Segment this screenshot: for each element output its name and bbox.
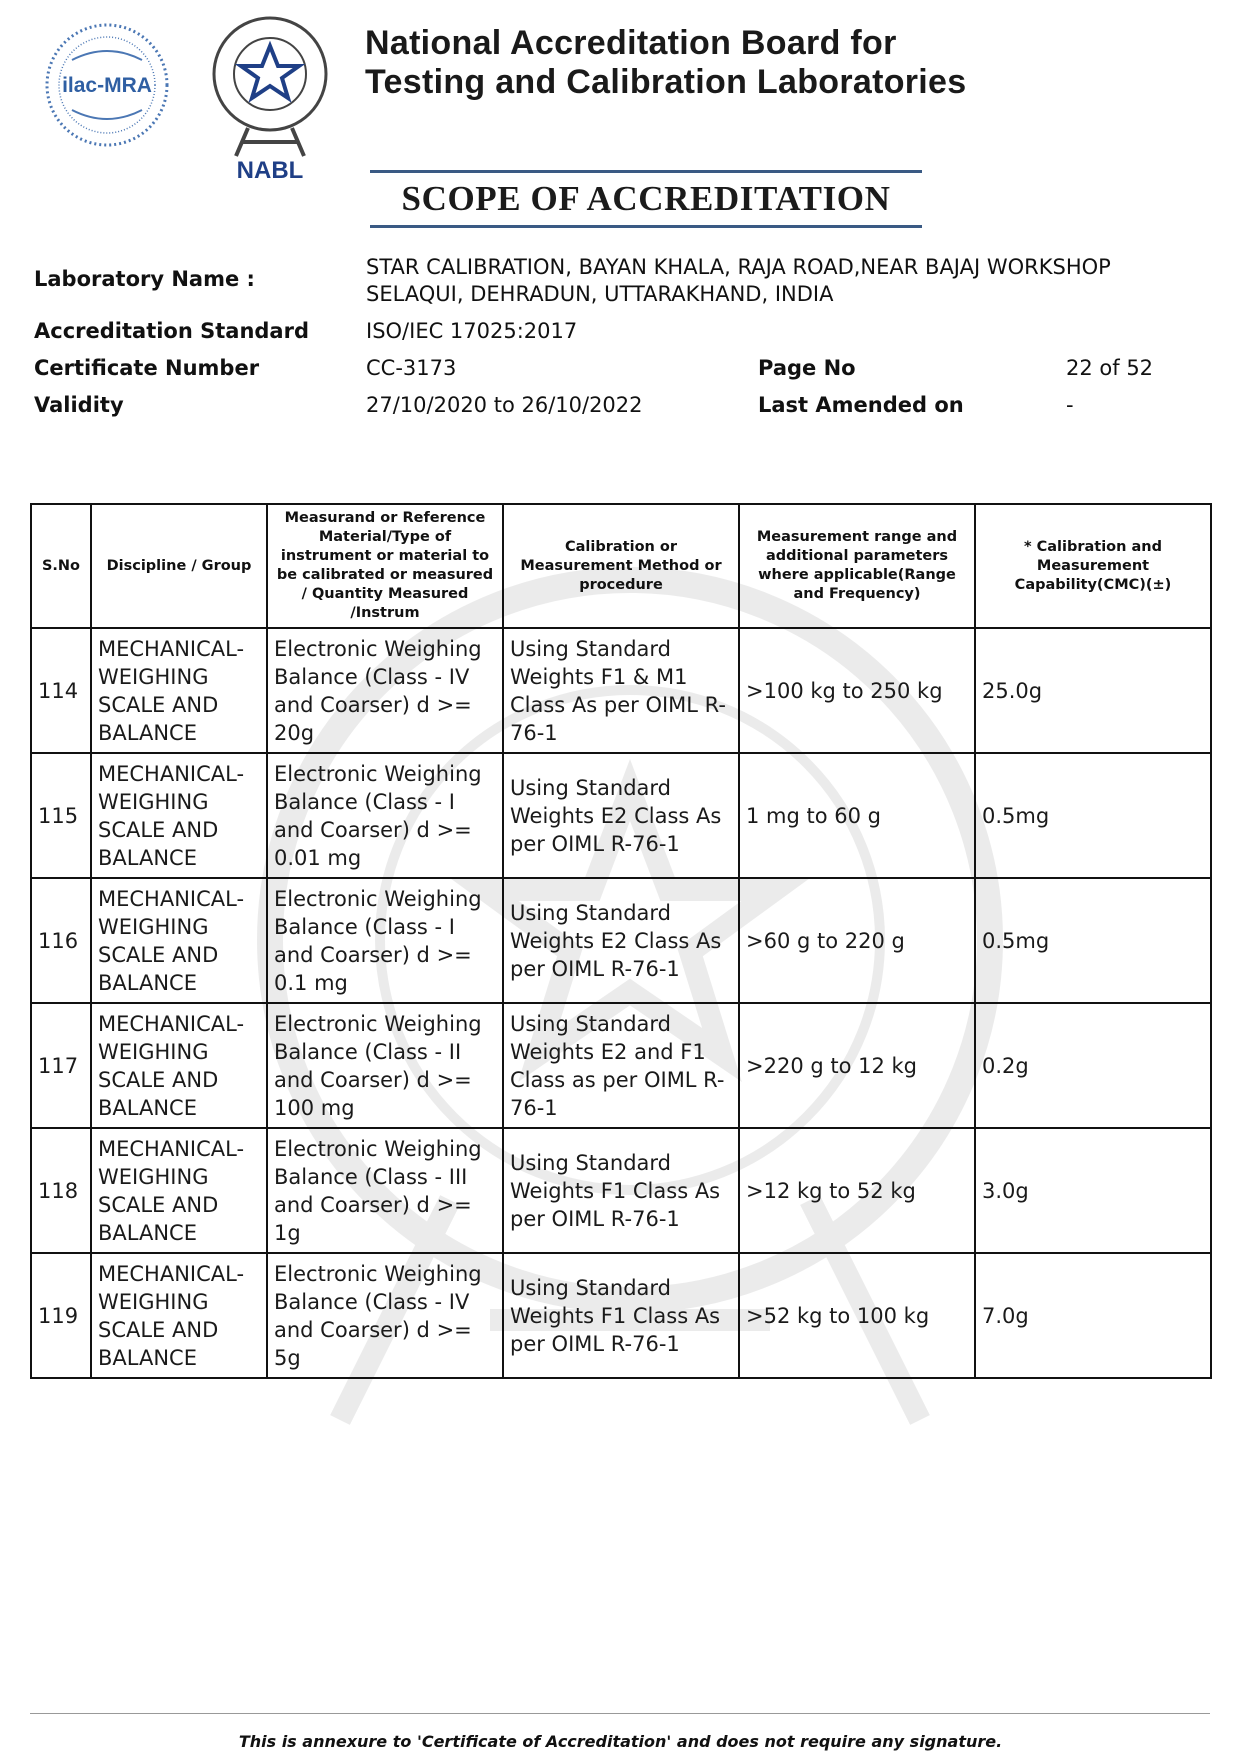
cert-value: CC-3173 — [366, 356, 457, 380]
cell-cmc: 0.5mg — [975, 753, 1211, 878]
cell-cmc: 25.0g — [975, 628, 1211, 753]
amended-value: - — [1066, 393, 1074, 417]
cell-range: >52 kg to 100 kg — [739, 1253, 975, 1378]
cell-sno: 114 — [31, 628, 91, 753]
cell-range: 1 mg to 60 g — [739, 753, 975, 878]
validity-label: Validity — [34, 393, 124, 417]
cell-discipline: MECHANICAL- WEIGHING SCALE AND BALANCE — [91, 753, 267, 878]
cell-method: Using Standard Weights F1 Class As per OIML R-76-1 — [503, 1253, 739, 1378]
cell-measurand: Electronic Weighing Balance (Class - IV and Coarser) d >= 20g — [267, 628, 503, 753]
cell-method: Using Standard Weights E2 and F1 Class as per OIML R-76-1 — [503, 1003, 739, 1128]
scope-table — [30, 503, 1212, 1379]
header-discipline: Discipline / Group — [91, 504, 267, 628]
cell-measurand: Electronic Weighing Balance (Class - II and Coarser) d >= 100 mg — [267, 1003, 503, 1128]
cell-measurand: Electronic Weighing Balance (Class - I and Coarser) d >= 0.01 mg — [267, 753, 503, 878]
board-title-line2: Testing and Calibration Laboratories — [365, 63, 967, 101]
scope-title: SCOPE OF ACCREDITATION — [401, 179, 891, 218]
footer-divider — [30, 1713, 1210, 1714]
cell-measurand: Electronic Weighing Balance (Class - IV and Coarser) d >= 5g — [267, 1253, 503, 1378]
cell-sno: 118 — [31, 1128, 91, 1253]
page-label: Page No — [758, 356, 856, 380]
header-method: Calibration or Measurement Method or procedure — [503, 504, 739, 628]
cell-discipline: MECHANICAL- WEIGHING SCALE AND BALANCE — [91, 1003, 267, 1128]
nabl-logo — [202, 10, 338, 190]
amended-label: Last Amended on — [758, 393, 964, 417]
cell-range: >60 g to 220 g — [739, 878, 975, 1003]
page-value: 22 of 52 — [1066, 356, 1154, 380]
table-row — [31, 628, 1211, 753]
cell-range: >12 kg to 52 kg — [739, 1128, 975, 1253]
cell-method: Using Standard Weights F1 Class As per OIML R-76-1 — [503, 1128, 739, 1253]
cell-range: >100 kg to 250 kg — [739, 628, 975, 753]
cell-sno: 115 — [31, 753, 91, 878]
scope-heading — [370, 170, 922, 228]
cell-method: Using Standard Weights F1 & M1 Class As per OIML R-76-1 — [503, 628, 739, 753]
standard-label: Accreditation Standard — [34, 319, 309, 343]
cell-cmc: 0.2g — [975, 1003, 1211, 1128]
cell-discipline: MECHANICAL- WEIGHING SCALE AND BALANCE — [91, 1253, 267, 1378]
footer-note: This is annexure to 'Certificate of Accreditation' and does not require any signature. — [238, 1732, 1003, 1751]
header-measurand: Measurand or Reference Material/Type of instrument or material to be calibrated or measured / Quantity Measured /Instrum — [267, 504, 503, 628]
nabl-logo-text: NABL — [236, 157, 304, 184]
table-row — [31, 753, 1211, 878]
cell-range: >220 g to 12 kg — [739, 1003, 975, 1128]
lab-name-line1: STAR CALIBRATION, BAYAN KHALA, RAJA ROAD,NEAR BAJAJ WORKSHOP — [366, 255, 1111, 279]
ilac-mra-logo — [42, 20, 172, 150]
cell-method: Using Standard Weights E2 Class As per OIML R-76-1 — [503, 878, 739, 1003]
validity-value: 27/10/2020 to 26/10/2022 — [366, 393, 643, 417]
cell-discipline: MECHANICAL- WEIGHING SCALE AND BALANCE — [91, 1128, 267, 1253]
cert-label: Certificate Number — [34, 356, 260, 380]
header-range: Measurement range and additional parameters where applicable(Range and Frequency) — [739, 504, 975, 628]
cell-measurand: Electronic Weighing Balance (Class - III and Coarser) d >= 1g — [267, 1128, 503, 1253]
table-row — [31, 1003, 1211, 1128]
board-title-line1: National Accreditation Board for — [365, 24, 897, 62]
cell-cmc: 0.5mg — [975, 878, 1211, 1003]
cell-measurand: Electronic Weighing Balance (Class - I and Coarser) d >= 0.1 mg — [267, 878, 503, 1003]
ilac-logo-text: ilac-MRA — [62, 74, 152, 97]
standard-value: ISO/IEC 17025:2017 — [366, 319, 578, 343]
cell-discipline: MECHANICAL- WEIGHING SCALE AND BALANCE — [91, 878, 267, 1003]
board-title — [365, 24, 966, 102]
table-row — [31, 1128, 1211, 1253]
header-cmc: * Calibration and Measurement Capability(CMC)(±) — [975, 504, 1211, 628]
cell-method: Using Standard Weights E2 Class As per OIML R-76-1 — [503, 753, 739, 878]
scope-rule-bottom — [370, 225, 922, 228]
cell-sno: 117 — [31, 1003, 91, 1128]
table-header-row — [31, 504, 1211, 628]
lab-name-label: Laboratory Name : — [34, 267, 255, 291]
cell-cmc: 7.0g — [975, 1253, 1211, 1378]
table-row — [31, 1253, 1211, 1378]
lab-name-line2: SELAQUI, DEHRADUN, UTTARAKHAND, INDIA — [366, 282, 834, 306]
cell-sno: 116 — [31, 878, 91, 1003]
header-sno: S.No — [31, 504, 91, 628]
cell-sno: 119 — [31, 1253, 91, 1378]
cell-cmc: 3.0g — [975, 1128, 1211, 1253]
cell-discipline: MECHANICAL- WEIGHING SCALE AND BALANCE — [91, 628, 267, 753]
table-row — [31, 878, 1211, 1003]
